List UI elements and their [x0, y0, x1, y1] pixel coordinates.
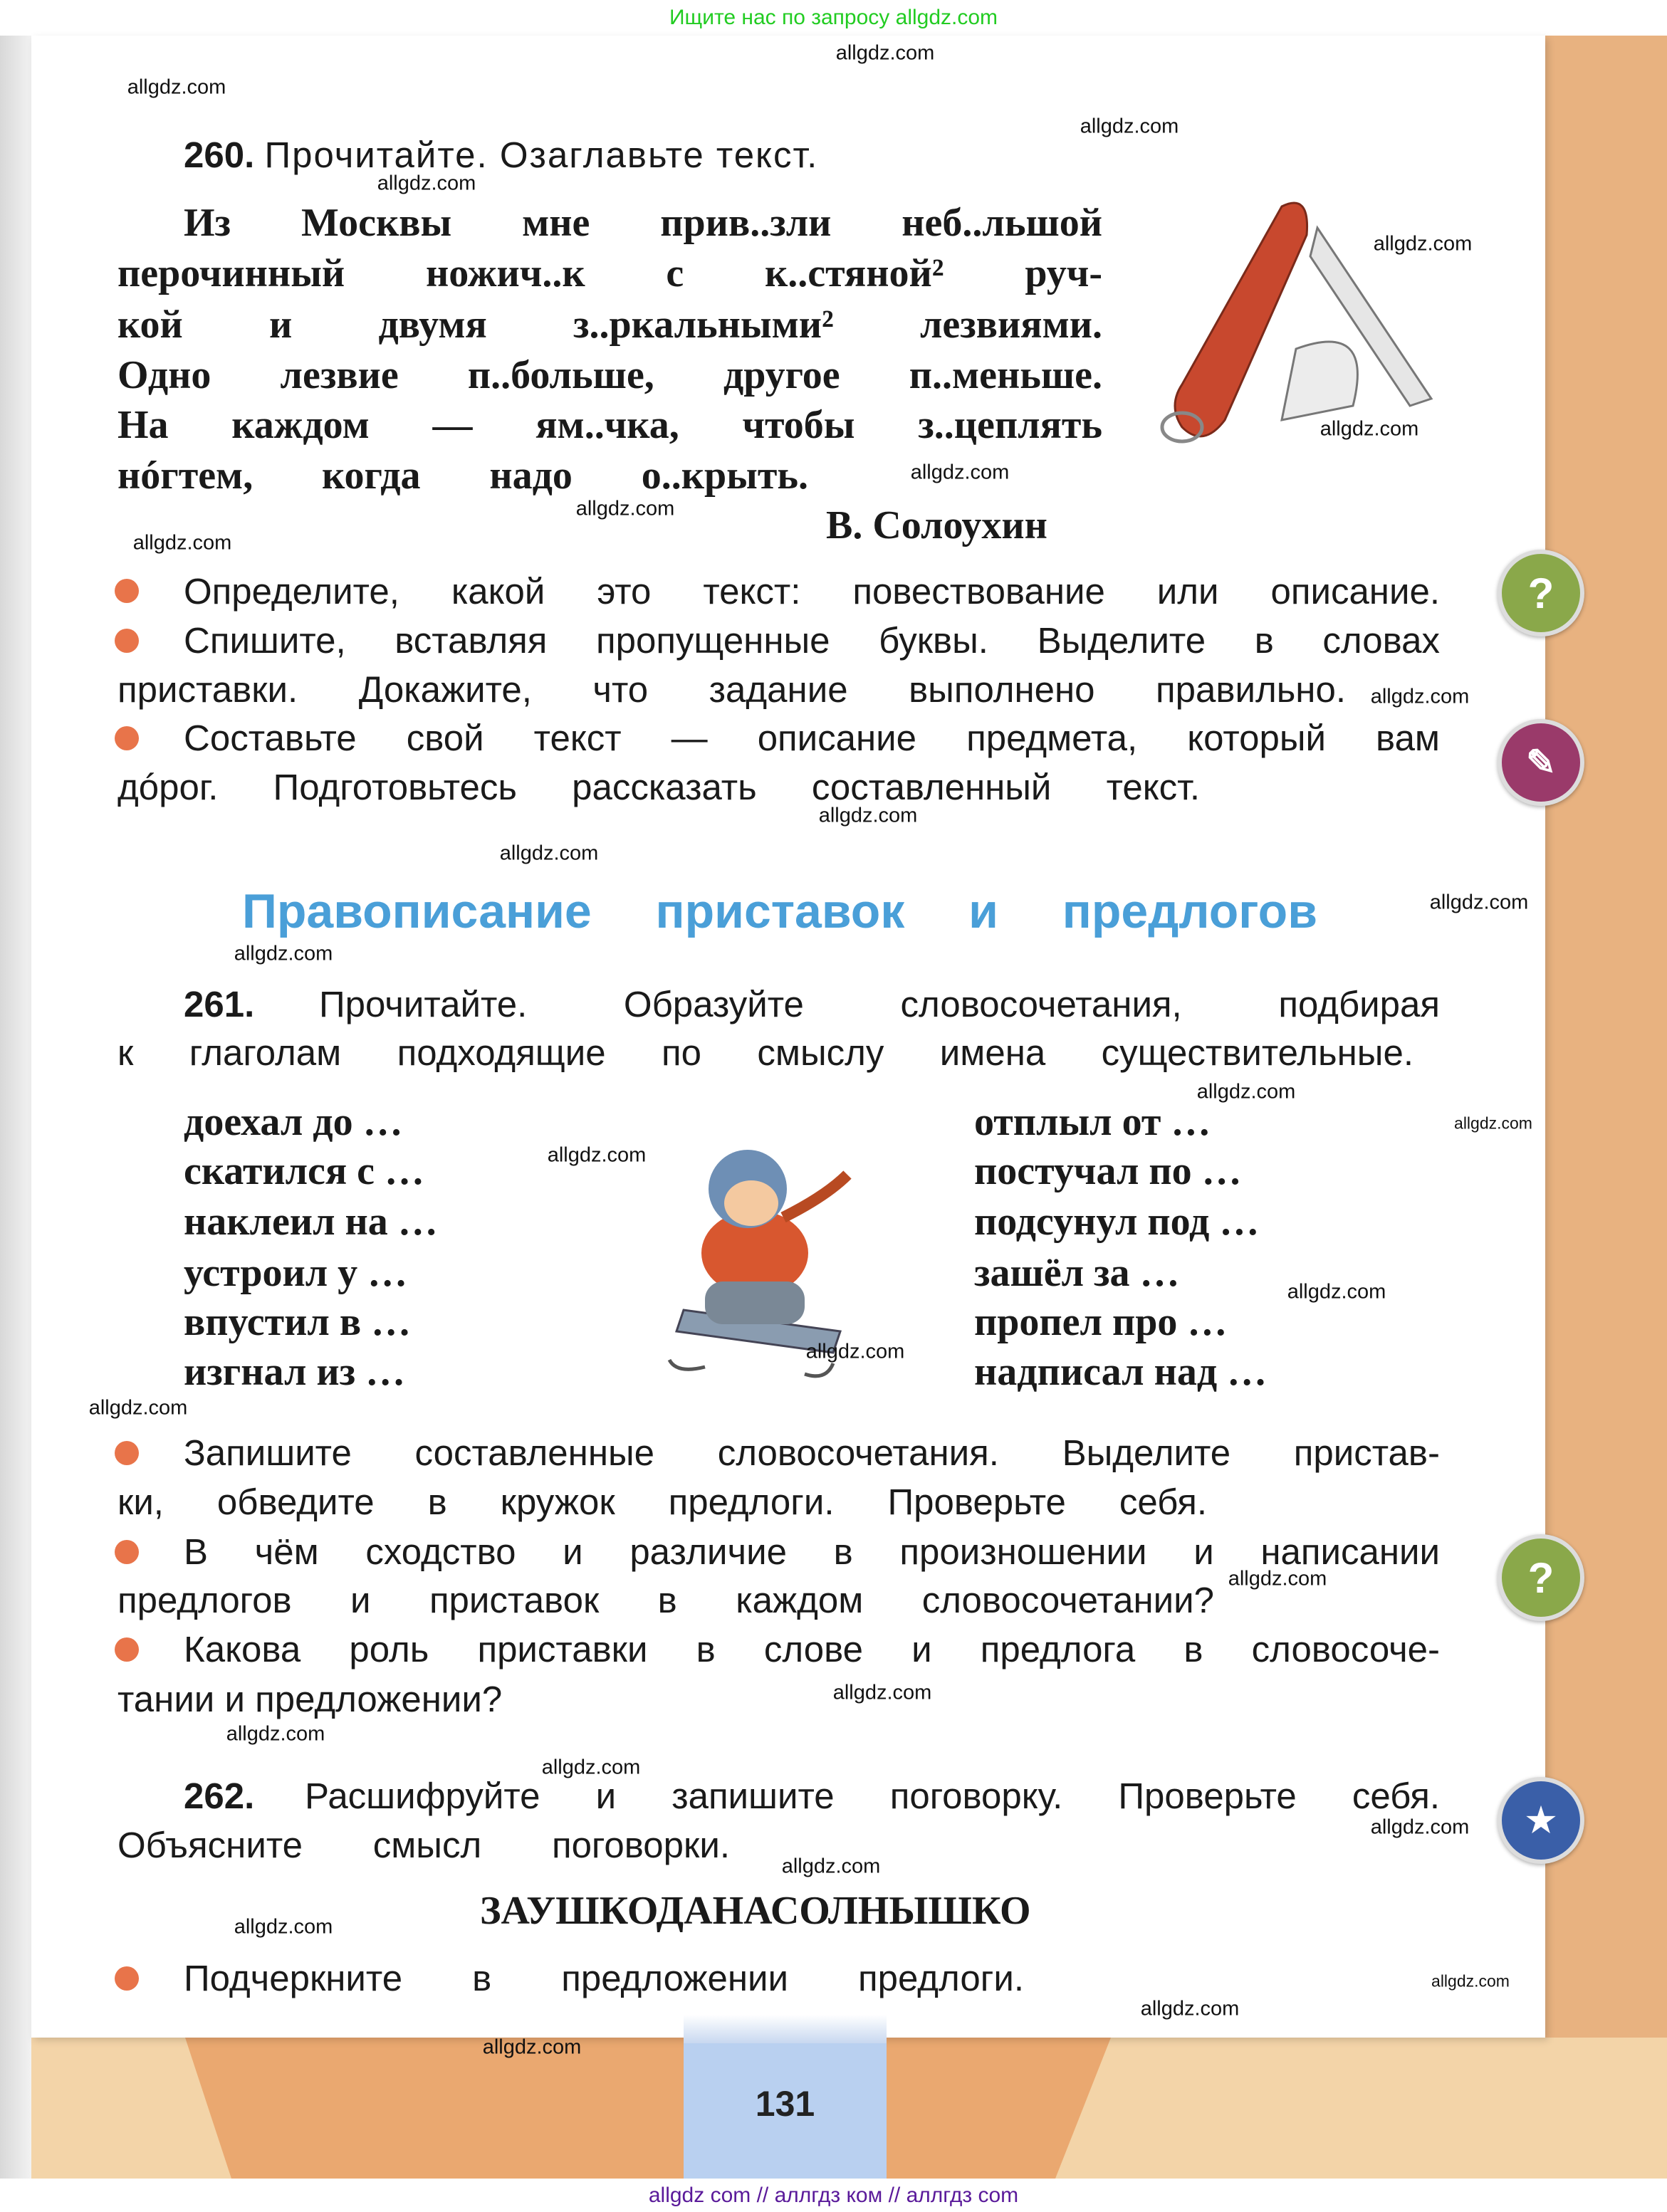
left-page-edge: [0, 36, 31, 2179]
watermark: allgdz.com: [835, 41, 935, 65]
watermark: allgdz.com: [234, 1915, 333, 1939]
phrase-left: устроил у …: [184, 1251, 408, 1295]
ex262-puzzle: ЗАУШКОДАНАСОЛНЫШКО: [480, 1889, 1031, 1933]
watermark: allgdz.com: [1373, 232, 1473, 256]
ex260-text-line: Одно лезвие п..больше, другое п..меньше.: [117, 353, 1102, 397]
watermark: allgdz.com: [1370, 1815, 1470, 1839]
ex260-number: 260.: [184, 135, 255, 175]
ex262-task: Подчеркните в предложении предлоги.: [184, 1958, 1024, 1998]
ex262-number: 262.: [184, 1776, 255, 1816]
ex260-instruction: Прочитайте. Озаглавьте текст.: [264, 135, 819, 175]
top-banner: Ищите нас по запросу allgdz.com: [0, 0, 1667, 36]
phrase-right: пропел про …: [974, 1300, 1228, 1344]
watermark: allgdz.com: [226, 1722, 325, 1746]
watermark: allgdz.com: [377, 172, 476, 195]
ex260-header: [184, 130, 818, 180]
watermark: allgdz.com: [575, 497, 675, 520]
ex261-task-line: Какова роль приставки в слове и предлога в словосоче-: [184, 1629, 1440, 1670]
ex260-task-line: Определите, какой это текст: повествование или описание.: [184, 571, 1440, 612]
watermark: allgdz.com: [1196, 1080, 1296, 1104]
watermark: allgdz.com: [1140, 1997, 1240, 2020]
ex261-task-line: Запишите составленные словосочетания. Выделите пристав-: [184, 1432, 1440, 1473]
ex260-text-line: нóгтем, когда надо о..крыть.: [117, 454, 808, 498]
ex260-task-line: приставки. Докажите, что задание выполнено правильно.: [117, 669, 1346, 710]
watermark: allgdz.com: [910, 461, 1010, 484]
ex262-header: [184, 1771, 1440, 1821]
page-tab-fade: [684, 2015, 887, 2043]
phrase-left: скатился с …: [184, 1149, 425, 1193]
bottom-decoration: [185, 2035, 1111, 2179]
watermark: allgdz.com: [482, 2035, 582, 2059]
question-icon[interactable]: ?: [1498, 550, 1584, 636]
watermark: allgdz.com: [1370, 685, 1470, 708]
watermark: allgdz.com: [1454, 1113, 1532, 1133]
phrase-right: отплыл от …: [974, 1100, 1211, 1144]
ex262-instruction-line: Расшифруйте и запишите поговорку. Проверьте себя.: [305, 1776, 1440, 1816]
ex260-text-line: перочинный ножич..к с к..стяной² руч-: [117, 251, 1102, 295]
bullet-icon: [115, 1540, 139, 1564]
ex261-task-line: В чём сходство и различие в произношении и написании: [184, 1531, 1440, 1572]
phrase-right: надписал над …: [974, 1350, 1268, 1394]
watermark: allgdz.com: [499, 842, 599, 865]
bullet-icon: [115, 1966, 139, 1991]
feather-icon[interactable]: ✎: [1498, 719, 1584, 806]
watermark: allgdz.com: [1429, 891, 1529, 914]
watermark: allgdz.com: [127, 75, 226, 99]
question-icon[interactable]: ?: [1498, 1534, 1584, 1621]
phrase-right: зашёл за …: [974, 1251, 1180, 1295]
ex260-task-line: дóрог. Подготовьтесь рассказать составленный текст.: [117, 767, 1200, 807]
phrase-left: доехал до …: [184, 1100, 403, 1144]
pocket-knife-illustration: [1139, 192, 1446, 456]
ex261-task-line: ки, обведите в кружок предлоги. Проверьте себя.: [117, 1482, 1207, 1522]
ex261-number: 261.: [184, 984, 255, 1024]
ex260-text-line: кой и двумя з..ркальными² лезвиями.: [117, 303, 1102, 347]
watermark: allgdz.com: [88, 1396, 188, 1420]
bullet-icon: [115, 629, 139, 653]
page-number: 131: [684, 2043, 887, 2179]
watermark: allgdz.com: [1080, 115, 1179, 138]
bullet-icon: [115, 579, 139, 603]
watermark: allgdz.com: [1320, 417, 1419, 441]
ex261-instruction-line: Прочитайте. Образуйте словосочетания, подбирая: [319, 984, 1440, 1024]
ex261-header: [184, 980, 1440, 1029]
ex261-task-line: тании и предложении?: [117, 1679, 503, 1719]
phrase-left: наклеил на …: [184, 1200, 438, 1244]
bottom-right-area: [1545, 2038, 1667, 2179]
stars-icon[interactable]: ★: [1498, 1777, 1584, 1864]
watermark: allgdz.com: [781, 1855, 881, 1878]
phrase-left: изгнал из …: [184, 1350, 406, 1394]
watermark: allgdz.com: [547, 1143, 647, 1167]
watermark: allgdz.com: [832, 1681, 932, 1704]
watermark: allgdz.com: [1287, 1280, 1386, 1304]
phrase-right: постучал по …: [974, 1149, 1242, 1193]
ex260-task-line: Спишите, вставляя пропущенные буквы. Выделите в словах: [184, 620, 1440, 661]
ex262-instruction-line: Объясните смысл поговорки.: [117, 1825, 730, 1865]
bottom-banner: allgdz com // аллгдз ком // аллгдз com: [0, 2179, 1667, 2212]
ex260-task-line: Составьте свой текст — описание предмета, который вам: [184, 718, 1440, 758]
ex261-instruction-line: к глаголам подходящие по смыслу имена существительные.: [117, 1032, 1413, 1073]
watermark: allgdz.com: [818, 804, 918, 827]
ex260-text-line: На каждом — ям..чка, чтобы з..цеплять: [117, 403, 1102, 447]
phrase-right: подсунул под …: [974, 1200, 1260, 1244]
bullet-icon: [115, 1637, 139, 1662]
ex261-task-line: предлогов и приставок в каждом словосочетании?: [117, 1580, 1214, 1620]
watermark: allgdz.com: [805, 1340, 905, 1363]
watermark: allgdz.com: [1228, 1567, 1327, 1590]
watermark: allgdz.com: [1431, 1971, 1510, 1991]
watermark: allgdz.com: [234, 942, 333, 965]
ex260-text-line: Из Москвы мне прив..зли неб..льшой: [184, 201, 1102, 245]
section-title: Правописание приставок и предлогов: [242, 884, 1317, 938]
bullet-icon: [115, 1441, 139, 1465]
bullet-icon: [115, 726, 139, 750]
phrase-left: впустил в …: [184, 1300, 412, 1344]
ex260-author: В. Солоухин: [826, 503, 1047, 547]
watermark: allgdz.com: [132, 531, 232, 555]
watermark: allgdz.com: [541, 1756, 641, 1779]
